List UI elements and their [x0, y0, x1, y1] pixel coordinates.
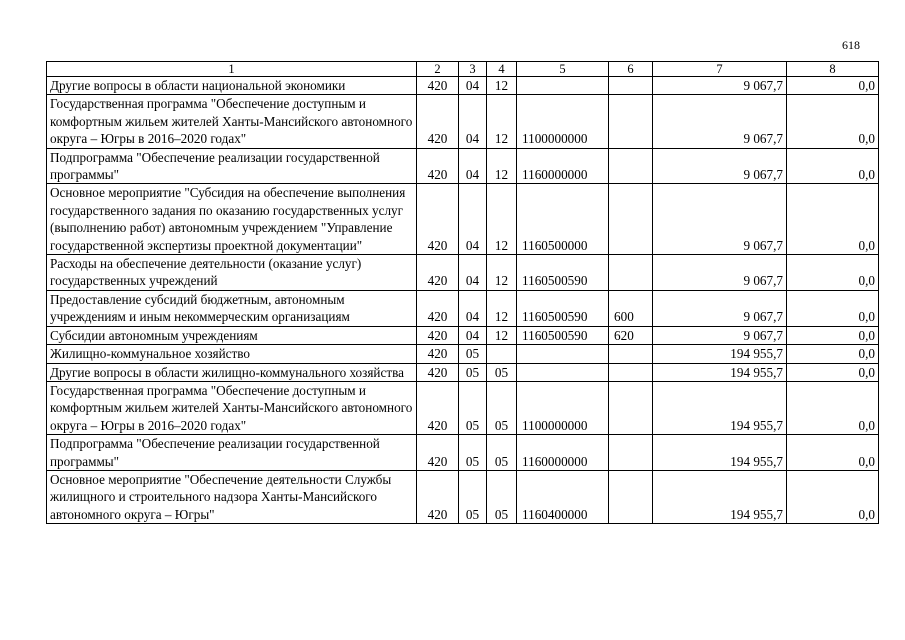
- section-cell: 05: [459, 363, 487, 381]
- section-cell: 04: [459, 148, 487, 184]
- section-cell: 04: [459, 326, 487, 344]
- table-row: [47, 435, 879, 471]
- section-cell: 04: [459, 77, 487, 95]
- expense-type-cell: 620: [609, 326, 653, 344]
- amount-2-cell: 0,0: [787, 148, 879, 184]
- target-article-cell: 1160500590: [517, 326, 609, 344]
- gp-code-cell: 420: [417, 363, 459, 381]
- expense-type-cell: [609, 77, 653, 95]
- table-row: [47, 290, 879, 326]
- target-article-cell: 1160500590: [517, 255, 609, 291]
- table-header-row: [47, 62, 879, 77]
- row-name-cell: Предоставление субсидий бюджетным, автономным учреждениям и иным некоммерческим организациям: [47, 290, 417, 326]
- subsection-cell: 12: [487, 290, 517, 326]
- section-cell: 04: [459, 95, 487, 148]
- section-cell: 04: [459, 255, 487, 291]
- expense-type-cell: [609, 470, 653, 523]
- amount-cell: 194 955,7: [653, 363, 787, 381]
- expense-type-cell: 600: [609, 290, 653, 326]
- amount-2-cell: 0,0: [787, 326, 879, 344]
- target-article-cell: [517, 363, 609, 381]
- budget-table: [46, 61, 879, 524]
- target-article-cell: 1160500000: [517, 184, 609, 255]
- amount-cell: 9 067,7: [653, 290, 787, 326]
- section-cell: 05: [459, 345, 487, 363]
- subsection-cell: 05: [487, 470, 517, 523]
- table-row: [47, 345, 879, 363]
- header-cell: 3: [459, 62, 487, 77]
- table-row: [47, 95, 879, 148]
- header-cell: 1: [47, 62, 417, 77]
- target-article-cell: 1100000000: [517, 381, 609, 434]
- amount-2-cell: 0,0: [787, 363, 879, 381]
- gp-code-cell: 420: [417, 184, 459, 255]
- table-row: [47, 255, 879, 291]
- target-article-cell: 1160000000: [517, 435, 609, 471]
- table-row: [47, 381, 879, 434]
- gp-code-cell: 420: [417, 148, 459, 184]
- subsection-cell: 12: [487, 326, 517, 344]
- row-name-cell: Основное мероприятие "Субсидия на обеспечение выполнения государственного задания по оказанию государственных услуг (выполнению работ) автономным учреждением "Управление государственной экспертизы проектной документации": [47, 184, 417, 255]
- page-number: 618: [842, 38, 860, 52]
- amount-2-cell: 0,0: [787, 184, 879, 255]
- table-row: [47, 363, 879, 381]
- expense-type-cell: [609, 345, 653, 363]
- subsection-cell: 05: [487, 363, 517, 381]
- target-article-cell: 1160000000: [517, 148, 609, 184]
- section-cell: 05: [459, 470, 487, 523]
- expense-type-cell: [609, 148, 653, 184]
- table-row: [47, 77, 879, 95]
- subsection-cell: 12: [487, 184, 517, 255]
- amount-2-cell: 0,0: [787, 95, 879, 148]
- row-name-cell: Жилищно-коммунальное хозяйство: [47, 345, 417, 363]
- header-cell: 2: [417, 62, 459, 77]
- subsection-cell: 05: [487, 435, 517, 471]
- header-cell: 7: [653, 62, 787, 77]
- amount-2-cell: 0,0: [787, 77, 879, 95]
- gp-code-cell: 420: [417, 470, 459, 523]
- row-name-cell: Субсидии автономным учреждениям: [47, 326, 417, 344]
- amount-cell: 194 955,7: [653, 435, 787, 471]
- row-name-cell: Подпрограмма "Обеспечение реализации государственной программы": [47, 435, 417, 471]
- row-name-cell: Основное мероприятие "Обеспечение деятельности Службы жилищного и строительного надзора Ханты-Мансийского автономного округа – Югры": [47, 470, 417, 523]
- subsection-cell: [487, 345, 517, 363]
- subsection-cell: 12: [487, 77, 517, 95]
- header-cell: 4: [487, 62, 517, 77]
- amount-cell: 194 955,7: [653, 381, 787, 434]
- gp-code-cell: 420: [417, 290, 459, 326]
- row-name-cell: Государственная программа "Обеспечение доступным и комфортным жильем жителей Ханты-Мансийского автономного округа – Югры в 2016–2020 годах": [47, 381, 417, 434]
- table-row: [47, 184, 879, 255]
- target-article-cell: [517, 345, 609, 363]
- gp-code-cell: 420: [417, 326, 459, 344]
- subsection-cell: 12: [487, 95, 517, 148]
- amount-cell: 9 067,7: [653, 77, 787, 95]
- section-cell: 04: [459, 184, 487, 255]
- expense-type-cell: [609, 255, 653, 291]
- header-cell: 5: [517, 62, 609, 77]
- expense-type-cell: [609, 435, 653, 471]
- table-row: [47, 326, 879, 344]
- amount-cell: 9 067,7: [653, 255, 787, 291]
- table-row: [47, 148, 879, 184]
- section-cell: 04: [459, 290, 487, 326]
- target-article-cell: 1160400000: [517, 470, 609, 523]
- gp-code-cell: 420: [417, 77, 459, 95]
- amount-cell: 9 067,7: [653, 184, 787, 255]
- section-cell: 05: [459, 381, 487, 434]
- row-name-cell: Расходы на обеспечение деятельности (оказание услуг) государственных учреждений: [47, 255, 417, 291]
- amount-2-cell: 0,0: [787, 381, 879, 434]
- table-row: [47, 470, 879, 523]
- gp-code-cell: 420: [417, 435, 459, 471]
- gp-code-cell: 420: [417, 255, 459, 291]
- amount-cell: 194 955,7: [653, 345, 787, 363]
- amount-2-cell: 0,0: [787, 435, 879, 471]
- target-article-cell: [517, 77, 609, 95]
- section-cell: 05: [459, 435, 487, 471]
- amount-2-cell: 0,0: [787, 255, 879, 291]
- target-article-cell: 1100000000: [517, 95, 609, 148]
- row-name-cell: Государственная программа "Обеспечение доступным и комфортным жильем жителей Ханты-Мансийского автономного округа – Югры в 2016–2020 годах": [47, 95, 417, 148]
- subsection-cell: 12: [487, 148, 517, 184]
- gp-code-cell: 420: [417, 345, 459, 363]
- row-name-cell: Другие вопросы в области жилищно-коммунального хозяйства: [47, 363, 417, 381]
- amount-2-cell: 0,0: [787, 290, 879, 326]
- expense-type-cell: [609, 184, 653, 255]
- expense-type-cell: [609, 95, 653, 148]
- amount-2-cell: 0,0: [787, 470, 879, 523]
- row-name-cell: Подпрограмма "Обеспечение реализации государственной программы": [47, 148, 417, 184]
- subsection-cell: 05: [487, 381, 517, 434]
- expense-type-cell: [609, 381, 653, 434]
- subsection-cell: 12: [487, 255, 517, 291]
- gp-code-cell: 420: [417, 381, 459, 434]
- header-cell: 6: [609, 62, 653, 77]
- gp-code-cell: 420: [417, 95, 459, 148]
- target-article-cell: 1160500590: [517, 290, 609, 326]
- amount-cell: 9 067,7: [653, 148, 787, 184]
- header-cell: 8: [787, 62, 879, 77]
- amount-cell: 9 067,7: [653, 95, 787, 148]
- row-name-cell: Другие вопросы в области национальной экономики: [47, 77, 417, 95]
- expense-type-cell: [609, 363, 653, 381]
- amount-cell: 194 955,7: [653, 470, 787, 523]
- amount-2-cell: 0,0: [787, 345, 879, 363]
- amount-cell: 9 067,7: [653, 326, 787, 344]
